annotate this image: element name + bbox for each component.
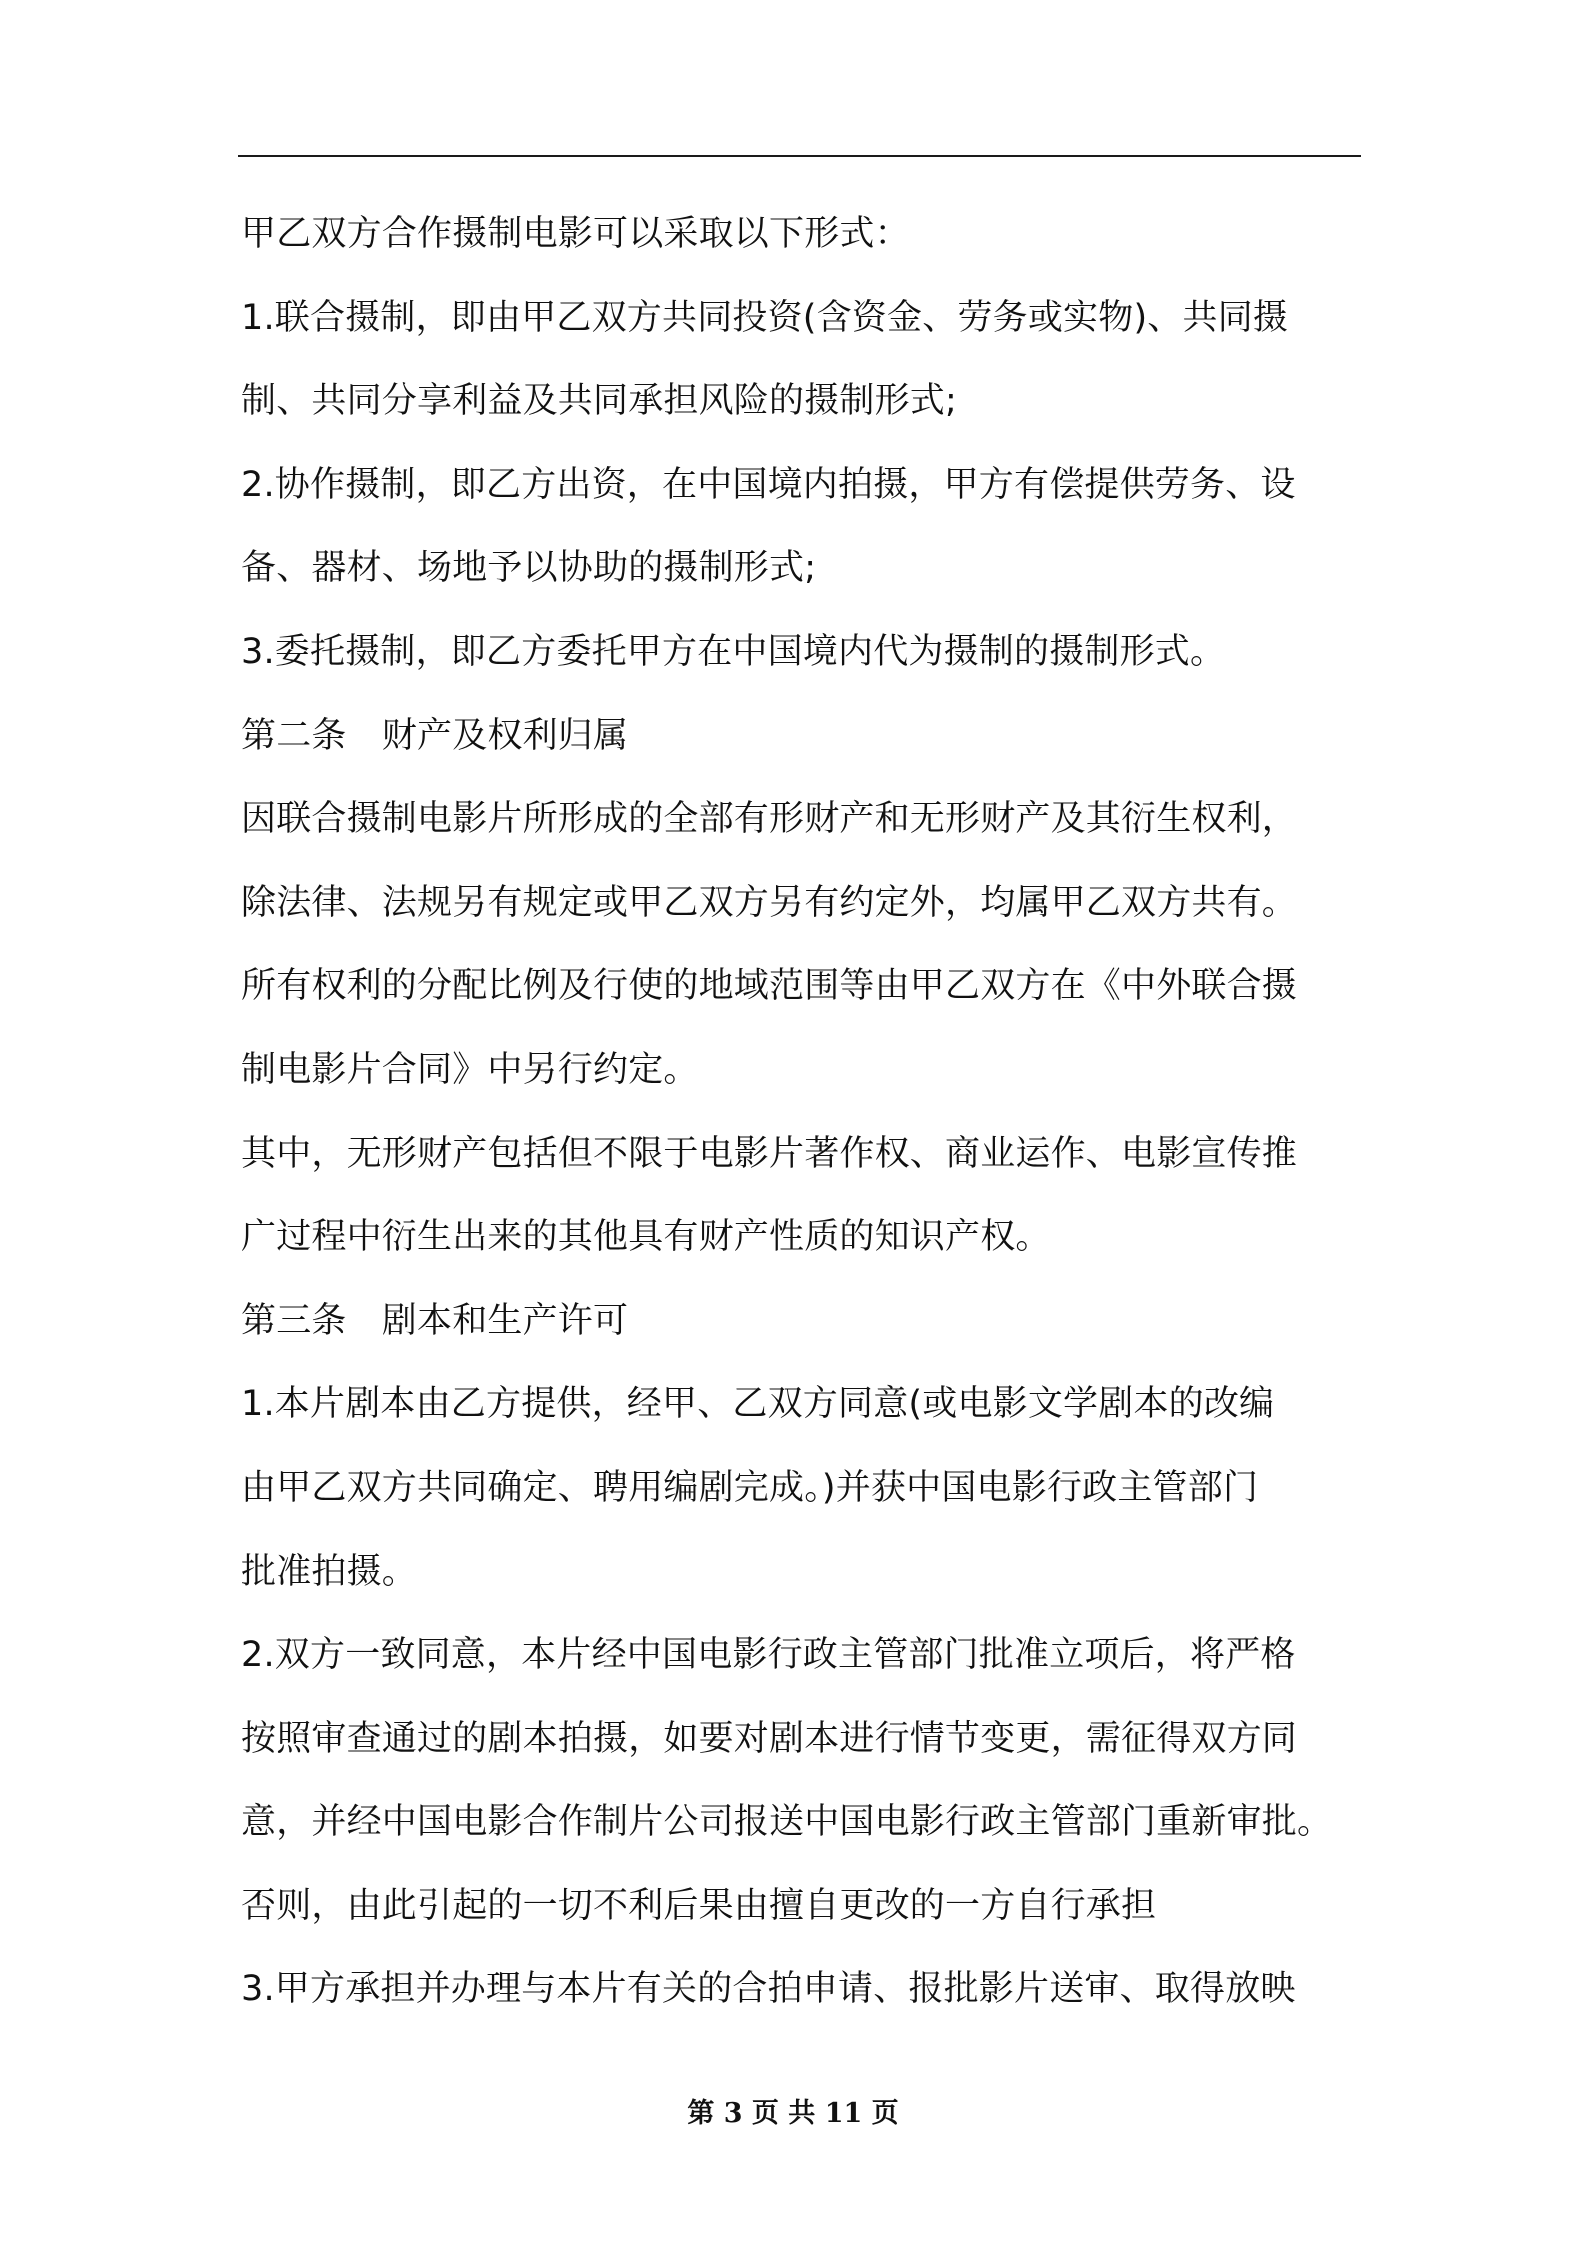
text-line: 甲乙双方合作摄制电影可以采取以下形式： bbox=[241, 214, 910, 254]
text-line: 除法律、法规另有规定或甲乙双方另有约定外，均属甲乙双方共有。 bbox=[241, 882, 1298, 923]
header-rule bbox=[238, 155, 1361, 157]
text-line: 广过程中衍生出来的其他具有财产性质的知识产权。 bbox=[241, 1217, 1051, 1258]
text-line: 2.双方一致同意，本片经中国电影行政主管部门批准立项后，将严格 bbox=[241, 1635, 1296, 1676]
section-heading: 第二条 财产及权利归属 bbox=[241, 715, 629, 756]
text-line: 制、共同分享利益及共同承担风险的摄制形式; bbox=[241, 381, 957, 422]
text-line: 1.联合摄制，即由甲乙双方共同投资(含资金、劳务或实物)、共同摄 bbox=[241, 297, 1289, 338]
text-line: 因联合摄制电影片所形成的全部有形财产和无形财产及其衍生权利， bbox=[241, 799, 1298, 840]
text-line: 制电影片合同》中另行约定。 bbox=[241, 1049, 699, 1090]
text-line: 其中，无形财产包括但不限于电影片著作权、商业运作、电影宣传推 bbox=[241, 1133, 1298, 1174]
text-line: 意，并经中国电影合作制片公司报送中国电影行政主管部门重新审批。 bbox=[241, 1802, 1333, 1843]
text-line: 由甲乙双方共同确定、聘用编剧完成。)并获中国电影行政主管部门 bbox=[241, 1467, 1259, 1508]
text-line: 按照审查通过的剧本拍摄，如要对剧本进行情节变更，需征得双方同 bbox=[241, 1718, 1298, 1759]
text-line: 批准拍摄。 bbox=[241, 1551, 418, 1592]
document-body bbox=[241, 193, 1366, 2032]
section-heading: 第三条 剧本和生产许可 bbox=[241, 1300, 629, 1341]
text-line: 所有权利的分配比例及行使的地域范围等由甲乙双方在《中外联合摄 bbox=[241, 966, 1298, 1007]
text-line: 2.协作摄制，即乙方出资，在中国境内拍摄，甲方有偿提供劳务、设 bbox=[241, 464, 1296, 505]
text-line: 备、器材、场地予以协助的摄制形式; bbox=[241, 548, 817, 589]
text-line: 否则，由此引起的一切不利后果由擅自更改的一方自行承担 bbox=[241, 1885, 1157, 1926]
text-line: 3.甲方承担并办理与本片有关的合拍申请、报批影片送审、取得放映 bbox=[241, 1969, 1296, 2010]
text-line: 3.委托摄制，即乙方委托甲方在中国境内代为摄制的摄制形式。 bbox=[241, 631, 1226, 672]
text-line: 1.本片剧本由乙方提供，经甲、乙双方同意(或电影文学剧本的改编 bbox=[241, 1384, 1275, 1425]
page-number: 第 3 页 共 11 页 bbox=[687, 2098, 899, 2129]
